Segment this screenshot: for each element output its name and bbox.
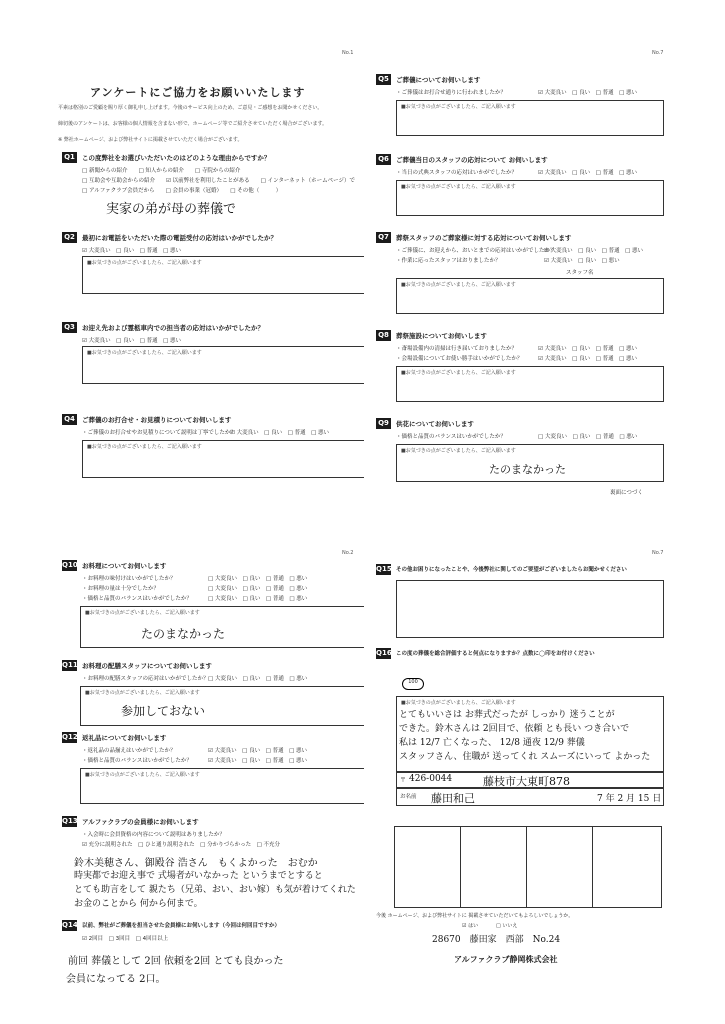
comment-hint: ■お気づきの点がございましたら、ご記入願います <box>85 772 200 778</box>
comment-box[interactable] <box>396 696 664 772</box>
staff-name-label: スタッフ名 <box>566 270 594 276</box>
question-row: ・価格と品質のバランスはいかがでしたか？ <box>82 758 192 764</box>
rating-options[interactable]: ☑ 大変良い □ 良い □ 普通 □ 悪い <box>208 748 308 754</box>
question-16 <box>376 648 668 804</box>
question-title: お迎え先および霊柩車内での担当者の応対はいかがでしたか？ <box>82 324 264 332</box>
handwritten-answer: 参加しておない <box>121 704 206 718</box>
question-tag: Q11 <box>62 661 78 669</box>
rating-options[interactable]: ☑ 大変良い □ 良い □ 普通 □ 悪い <box>544 248 644 254</box>
comment-box[interactable] <box>80 686 364 726</box>
comment-hint: ■お気づきの点がございましたら、ご記入願います <box>401 282 516 288</box>
question-tag: Q15 <box>376 565 392 573</box>
comment-hint: ■お気づきの点がございましたら、ご記入願います <box>87 444 202 450</box>
question-row: ・価格と品質のバランスはいかがでしたか？ <box>82 596 192 602</box>
question-title: ご葬儀当日のスタッフの応対について お伺いします <box>396 156 548 164</box>
question-14 <box>62 920 362 986</box>
question-2 <box>62 232 362 312</box>
continued-note: 裏面につづく <box>610 490 643 496</box>
question-tag: Q7 <box>376 232 391 243</box>
question-tag: Q2 <box>62 232 77 243</box>
question-title: お料理についてお伺いします <box>82 562 167 570</box>
comment-box[interactable] <box>80 768 364 804</box>
intro-text-1: 平素は格別のご愛顧を賜り厚く御礼申し上げます。今後のサービス向上のため、ご意見・ご感想をお聞かせください。 <box>58 105 323 111</box>
page-number: No.2 <box>342 550 354 556</box>
rating-options[interactable]: ☑ 大変良い □ 良い □ 普通 □ 悪い <box>82 248 182 254</box>
question-13 <box>62 816 362 916</box>
question-title: ご葬儀についてお伺いします <box>396 76 481 84</box>
sheet-page-2 <box>52 550 364 990</box>
rating-options[interactable]: □ 大変良い □ 良い □ 普通 □ 悪い <box>208 576 308 582</box>
comment-box[interactable] <box>82 440 364 478</box>
comment-hint: ■お気づきの点がございましたら、ご記入願います <box>87 260 202 266</box>
question-title: 以前、弊社がご葬儀を担当させた会員様にお伺いします（今回は何回目ですか） <box>82 923 281 929</box>
name-label: お名前 <box>400 794 417 800</box>
rating-options[interactable]: □ 大変良い □ 良い □ 普通 □ 悪い <box>208 676 308 682</box>
customer-name: 藤田和己 <box>431 792 475 805</box>
handwritten-answer-line-3: 私は 12/7 亡くなった、 12/8 通夜 12/9 葬儀 <box>399 738 585 748</box>
handwritten-answer-line-2: 時実都でお迎え事で 式場者がいなかった というまでとすると <box>74 871 323 881</box>
name-field[interactable] <box>396 788 664 806</box>
handwritten-answer-line-2: 会員になってる 2口。 <box>66 974 166 985</box>
date-text: 7 年 2 月 15 日 <box>597 794 662 804</box>
service-interest-table <box>394 826 662 908</box>
handwritten-answer-line-1: 鈴木美穂さん、御殿谷 浩さん もくよかった おむか <box>74 858 318 869</box>
question-title: 葬祭施設についてお伺いします <box>396 332 487 340</box>
publish-consent: 今後 ホームページ、および弊社サイトに 掲載させていただいてもよろしいでしょうか。 <box>376 913 574 919</box>
question-1 <box>62 152 362 224</box>
question-12 <box>62 732 362 806</box>
question-title: ご葬儀のお打合せ・お見積りについてお伺いします <box>82 416 232 424</box>
question-row: ・お料理の配膳スタッフの応対はいかがでしたか？ <box>82 676 209 682</box>
comment-hint: ■お気づきの点がございましたら、ご記入願います <box>401 700 516 706</box>
sheet-title: アンケートにご協力をお願いいたします <box>90 86 306 99</box>
company-name: アルファクラブ静岡株式会社 <box>454 955 558 964</box>
sheet-page-7 <box>372 48 672 518</box>
question-row: ・お料理の味付けはいかがでしたか？ <box>82 576 176 582</box>
question-row: ・入会時に会員資格の内容について説明はありましたか？ <box>82 832 225 838</box>
handwritten-answer-line-1: とてもいいさは お葬式だったが しっかり 迷うことが <box>399 710 615 720</box>
comment-box[interactable] <box>396 444 664 482</box>
rating-options[interactable]: □ 大変良い □ 良い □ 普通 □ 悪い <box>208 596 308 602</box>
comment-box[interactable] <box>396 366 664 402</box>
question-row: ・ご葬儀に、お迎えから、おいとまでの応対はいかがでしたか？ <box>396 248 556 254</box>
address-text: 藤枝市大東町878 <box>483 775 570 788</box>
option-row[interactable]: ☑ 2回目 □ 3回目 □ 4回目以上 <box>82 936 169 942</box>
consent-no[interactable]: □ いいえ <box>496 923 518 929</box>
question-title: アルファクラブの会員様にお伺いします <box>82 818 199 826</box>
question-tag: Q1 <box>62 152 77 163</box>
question-8 <box>376 330 666 410</box>
comment-hint: ■お気づきの点がございましたら、ご記入願います <box>401 104 516 110</box>
comment-box[interactable] <box>396 100 664 136</box>
intro-text-3: ※ 弊社ホームページ、および弊社サイトに掲載させていただく場合がございます。 <box>58 137 243 143</box>
question-row: ・会場設備についてお使い勝手はいかがでしたか？ <box>396 356 523 362</box>
handwritten-answer: たのまなかった <box>489 463 566 476</box>
page-number: No.7 <box>652 50 664 56</box>
question-title: この度弊社をお選びいただいたのはどのような理由からですか？ <box>82 154 271 162</box>
rating-options[interactable]: ☑ 大変良い □ 良い □ 普通 □ 悪い <box>230 430 330 436</box>
question-5 <box>376 74 666 144</box>
question-title: この度の葬儀を総合評価すると何点になりますか？点数に◯印をお付けください <box>396 651 595 657</box>
handwritten-id: 28670 藤田家 西部 No.24 <box>432 935 561 945</box>
score-circle[interactable] <box>402 678 424 690</box>
question-3 <box>62 322 362 398</box>
question-title: 返礼品についてお伺いします <box>82 734 167 742</box>
question-tag: Q13 <box>62 817 78 825</box>
question-row: ・斎場設備内の清掃は行き届いておりましたか？ <box>396 346 518 352</box>
question-10 <box>62 560 362 660</box>
comment-hint: ■お気づきの点がございましたら、ご記入願います <box>87 350 202 356</box>
option-row[interactable]: □ アルファクラブ会員だから □ 会員の事業（冠婚） □ その他（ ） <box>82 188 282 194</box>
question-tag: Q6 <box>376 154 391 165</box>
address-field[interactable] <box>396 772 664 788</box>
comment-box[interactable] <box>82 256 364 294</box>
rating-options[interactable]: ☑ 大変良い □ 良い □ 普通 □ 悪い <box>82 338 182 344</box>
comment-hint: ■お気づきの点がございましたら、ご記入願います <box>401 448 516 454</box>
score-value: 100 <box>408 679 418 685</box>
postal-label: 〒 <box>400 777 407 784</box>
handwritten-answer-line-3: とても助言をして 親たち（兄弟、おい、おい嫁）も気が着けてくれた <box>74 885 356 895</box>
question-title: その他お困りになったことや、今後弊社に関してのご要望がございましたらお聞かせください <box>396 567 627 573</box>
handwritten-answer: たのまなかった <box>141 627 226 641</box>
question-9 <box>376 418 666 512</box>
question-tag: Q9 <box>376 418 391 429</box>
question-7 <box>376 232 666 322</box>
question-tag: Q10 <box>62 561 78 569</box>
question-tag: Q16 <box>376 649 392 657</box>
comment-box[interactable] <box>82 346 364 384</box>
handwritten-answer-line-1: 前回 葬儀として 2回 依頼を2回 とても良かった <box>68 956 284 967</box>
comment-box[interactable] <box>396 580 664 638</box>
question-row: ・作業に応ったスタッフはおりましたか？ <box>396 258 501 264</box>
question-11 <box>62 660 362 730</box>
sheet-page-1 <box>52 48 364 518</box>
rating-options[interactable]: □ 大変良い □ 良い □ 普通 □ 悪い <box>538 434 638 440</box>
rating-options[interactable]: ☑ 大変良い □ 良い □ 普通 □ 悪い <box>538 346 638 352</box>
question-tag: Q12 <box>62 733 78 741</box>
option-row[interactable]: ☑ 充分に説明された □ ひと通り説明された □ 分かりづらかった □ 不充分 <box>82 842 281 848</box>
question-4 <box>62 414 362 494</box>
rating-options[interactable]: ☑ 大変良い □ 良い □ 普通 □ 悪い <box>538 90 638 96</box>
question-6 <box>376 154 666 226</box>
page-number: No.1 <box>342 50 354 56</box>
intro-text-2: 締切後のアンケートは、お客様の個人情報を含まない形で、ホームページ等でご紹介させていただく場合がございます。 <box>58 121 328 127</box>
handwritten-answer: 実家の弟が母の葬儀で <box>106 202 237 217</box>
question-tag: Q5 <box>376 74 391 85</box>
question-row: ・ご葬儀はお打合せ通りに行われましたか？ <box>396 90 507 96</box>
comment-box[interactable] <box>396 180 664 216</box>
question-row: ・お料理の量は十分でしたか？ <box>82 586 160 592</box>
question-tag: Q14 <box>62 921 78 929</box>
postal-code: 426-0044 <box>409 774 453 784</box>
question-title: 葬祭スタッフのご葬家様に対する応対についてお伺いします <box>396 234 572 242</box>
comment-hint: ■お気づきの点がございましたら、ご記入願います <box>401 184 516 190</box>
rating-options[interactable]: ☑ 大変良い □ 良い □ 普通 □ 悪い <box>208 758 308 764</box>
comment-box[interactable] <box>80 606 364 648</box>
rating-options[interactable]: ☑ 大変良い □ 良い □ 普通 □ 悪い <box>538 356 638 362</box>
question-tag: Q3 <box>62 322 77 333</box>
comment-hint: ■お気づきの点がございましたら、ご記入願います <box>401 370 516 376</box>
question-row: ・返礼品の品揃えはいかがでしたか？ <box>82 748 176 754</box>
rating-options[interactable]: ☑ 大変良い □ 良い □ 悪い <box>544 258 620 264</box>
option-row[interactable]: □ 互助会や互助会からの紹介 ☑ 以前弊社を利用したことがある □ インターネット（ホームページ）で <box>82 178 355 184</box>
rating-options[interactable]: □ 大変良い □ 良い □ 普通 □ 悪い <box>208 586 308 592</box>
question-title: 供花についてお伺いします <box>396 420 474 428</box>
handwritten-answer-line-2: できた。鈴木さんは 2回目で、依頼 とも長い つき合いで <box>399 724 630 734</box>
comment-hint: ■お気づきの点がございましたら、ご記入願います <box>85 610 200 616</box>
question-tag: Q4 <box>62 414 77 425</box>
question-tag: Q8 <box>376 330 391 341</box>
question-row: ・当日の式典スタッフの応対はいかがでしたか？ <box>396 170 518 176</box>
consent-yes[interactable]: ☑ はい <box>462 923 479 929</box>
page-number: No.7 <box>652 550 664 556</box>
option-row[interactable]: □ 新聞からの紹介 □ 知人からの紹介 □ 寺院からの紹介 <box>82 168 241 174</box>
question-row: ・ご葬儀のお打合せやお見積りについて説明は丁寧でしたか？ <box>82 430 236 436</box>
comment-hint: ■お気づきの点がございましたら、ご記入願います <box>85 690 200 696</box>
handwritten-answer-line-4: スタッフさん、住職が 送ってくれ スムーズにいって よかった <box>399 752 651 762</box>
question-title: お料理の配膳スタッフについてお伺いします <box>82 662 212 670</box>
rating-options[interactable]: ☑ 大変良い □ 良い □ 普通 □ 悪い <box>538 170 638 176</box>
question-15 <box>376 564 668 644</box>
handwritten-answer-line-4: お金のことから 何から何まで。 <box>74 899 203 909</box>
comment-box[interactable] <box>396 278 664 314</box>
question-row: ・価格と品質のバランスはいかがでしたか？ <box>396 434 506 440</box>
sheet-page-7-back <box>372 550 672 990</box>
question-title: 最初にお電話をいただいた際の電話受付の応対はいかがでしたか？ <box>82 234 277 242</box>
